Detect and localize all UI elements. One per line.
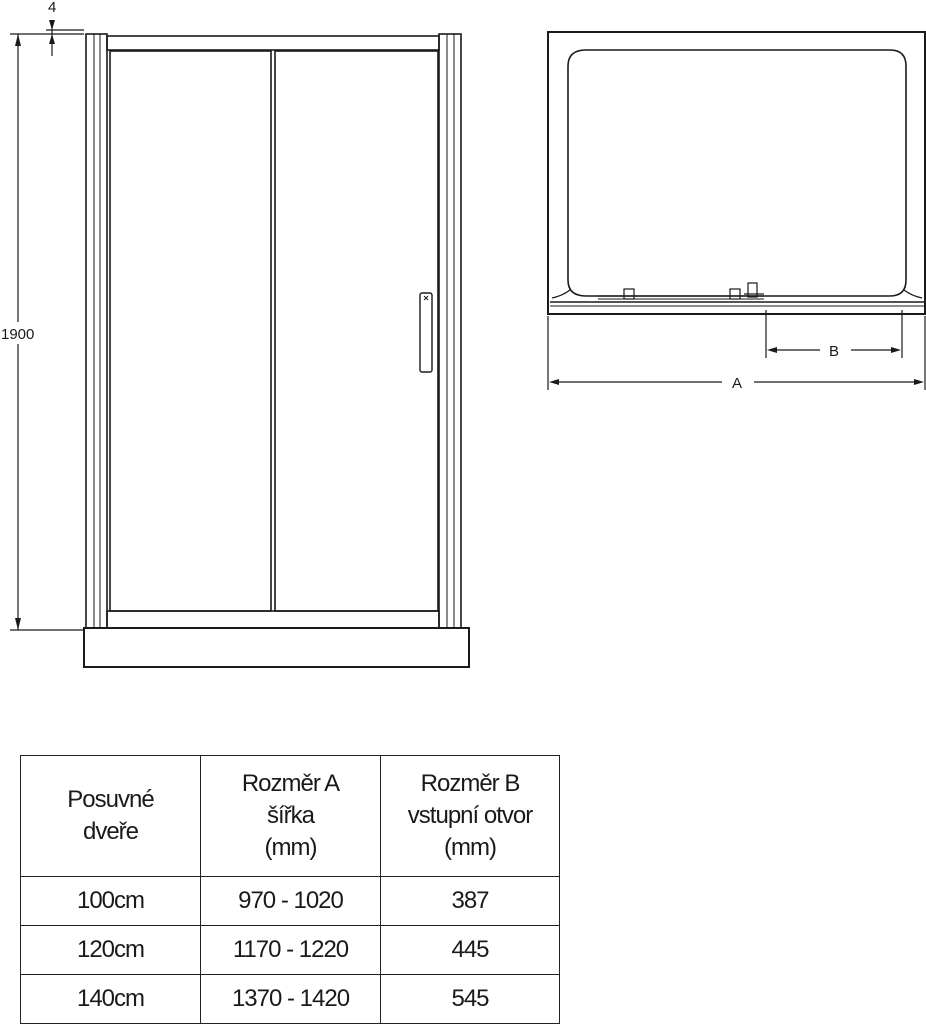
plan-view [548,32,925,314]
header-dimension-a: Rozměr A šířka (mm) [201,756,381,877]
gap-label: 4 [48,0,57,16]
cell-door-size: 140cm [21,975,201,1024]
header-door-type: Posuvné dveře [21,756,201,877]
cell-dimension-a: 1370 - 1420 [201,975,381,1024]
table-row [21,926,560,975]
roller-right [730,289,740,299]
fixed-panel [110,51,271,611]
right-wall-profile [439,34,461,628]
plan-inner-tray [568,50,906,296]
cell-door-size: 100cm [21,877,201,926]
door-handle [420,293,432,372]
table-header-row [21,756,560,877]
front-view [84,34,469,667]
table-row [21,975,560,1024]
table-row [21,877,560,926]
sliding-panel [275,51,438,611]
cell-dimension-a: 970 - 1020 [201,877,381,926]
header-dimension-b: Rozměr B vstupní otvor (mm) [381,756,560,877]
cell-dimension-a: 1170 - 1220 [201,926,381,975]
roller-left [624,289,634,299]
label-a: A [732,375,743,392]
cell-dimension-b: 545 [381,975,560,1024]
bottom-rail [107,611,439,628]
shower-tray [84,628,469,667]
height-label: 1900 [1,326,35,343]
cell-dimension-b: 445 [381,926,560,975]
cell-door-size: 120cm [21,926,201,975]
door-stop [748,283,757,297]
plan-outer-frame [548,32,925,314]
dimensions-table [20,755,560,1024]
cell-dimension-b: 387 [381,877,560,926]
top-rail [107,36,439,50]
label-b: B [829,343,840,360]
left-wall-profile [86,34,107,628]
